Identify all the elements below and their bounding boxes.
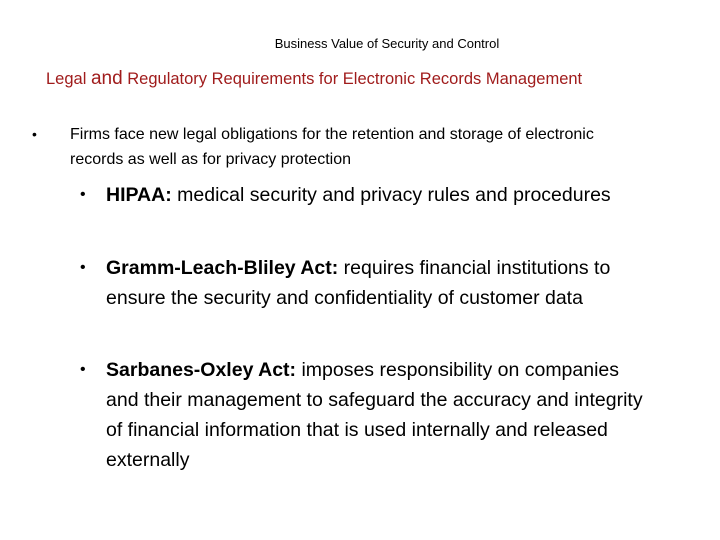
- bullet-glba-text: [106, 253, 650, 313]
- bullet-term: Gramm-Leach-Bliley Act:: [106, 257, 339, 279]
- bullet-term: HIPAA:: [106, 184, 172, 206]
- slide-title-part3: Regulatory Requirements for Electronic Records Management: [122, 70, 583, 88]
- bullet-sox: [80, 355, 650, 475]
- bullet-sox-text: [106, 355, 650, 475]
- slide-title-part2: and: [90, 68, 123, 89]
- bullet-description: requires financial institutions to ensure the security and confidentiality of customer data: [106, 257, 611, 309]
- bullet-dot: •: [80, 186, 86, 203]
- bullet-hipaa: [80, 180, 650, 210]
- bullet-hipaa-text: [106, 180, 650, 210]
- bullet-main-text: Firms face new legal obligations for the retention and storage of electronic records as well as for privacy protection: [70, 126, 594, 168]
- slide-title-part1: Legal: [46, 70, 91, 88]
- bullet-description: imposes responsibility on companies and their management to safeguard the accuracy and integrity of financial information that is used internally and released externally: [106, 359, 643, 471]
- slide-title: [46, 68, 582, 90]
- bullet-dot: •: [80, 361, 86, 378]
- bullet-description: medical security and privacy rules and procedures: [171, 184, 611, 206]
- header-title: Business Value of Security and Control: [274, 36, 500, 51]
- bullet-dot: •: [80, 259, 86, 276]
- bullet-dot: •: [32, 126, 37, 142]
- bullet-glba: [80, 253, 650, 313]
- bullet-term: Sarbanes-Oxley Act:: [106, 359, 297, 381]
- bullet-main: [32, 122, 632, 172]
